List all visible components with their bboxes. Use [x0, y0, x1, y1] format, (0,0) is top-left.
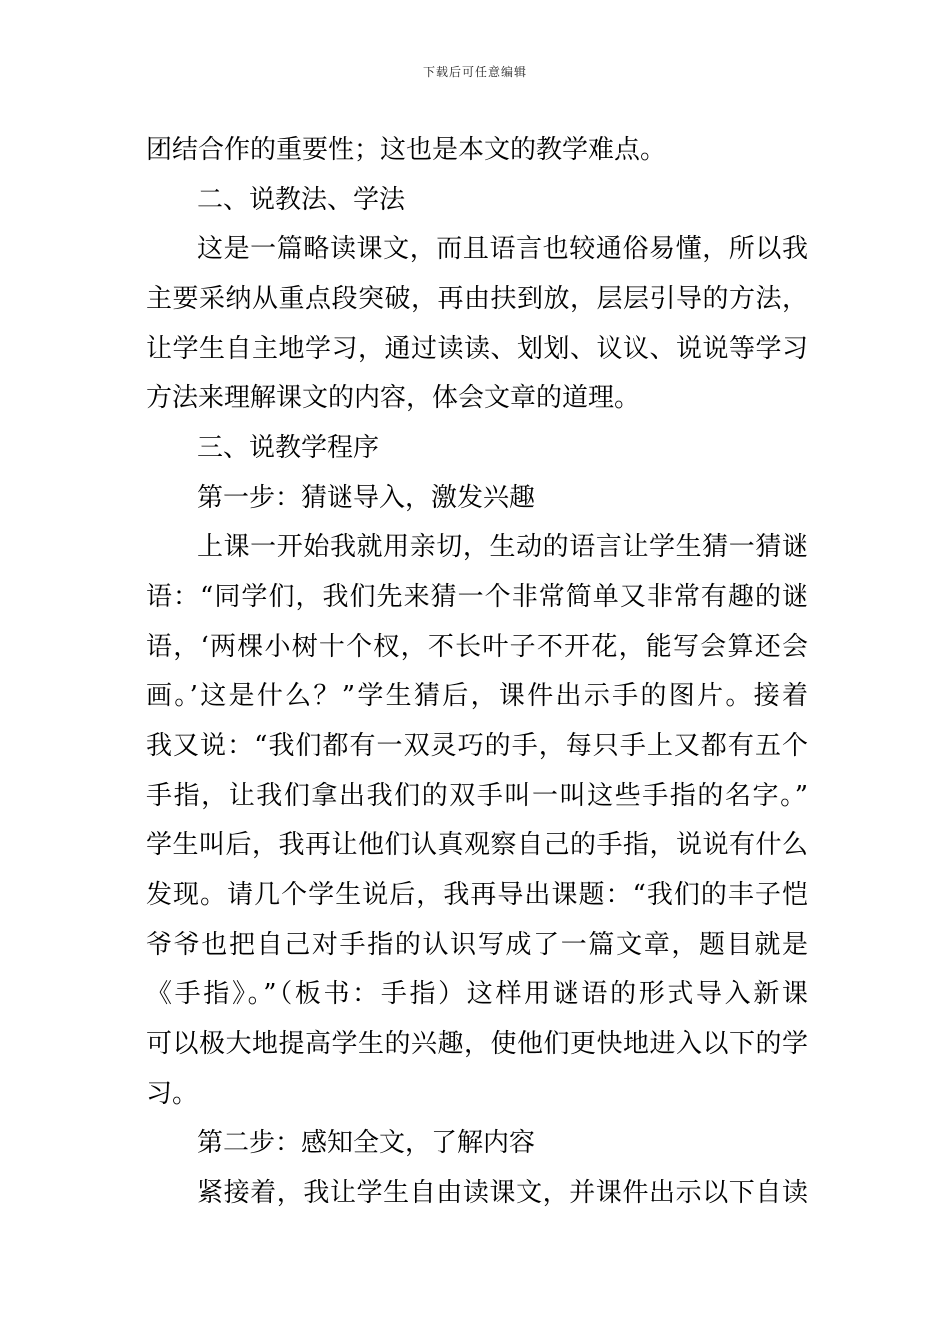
paragraph-line: 画。’这是什么？”学生猜后，课件出示手的图片。接着: [146, 681, 808, 711]
paragraph-line: 上课一开始我就用亲切，生动的语言让学生猜一猜谜: [197, 532, 808, 562]
paragraph-line: 这是一篇略读课文，而且语言也较通俗易懂，所以我: [197, 234, 808, 264]
paragraph-line: 语：“同学们，我们先来猜一个非常简单又非常有趣的谜: [146, 582, 808, 612]
paragraph-line: 语，‘两棵小树十个杈，不长叶子不开花，能写会算还会: [146, 632, 808, 662]
paragraph-line: 学生叫后，我再让他们认真观察自己的手指，说说有什么: [146, 830, 808, 860]
paragraph-line: 方法来理解课文的内容，体会文章的道理。: [146, 383, 641, 413]
section-heading: 二、说教法、学法: [197, 185, 406, 215]
paragraph-line: 团结合作的重要性；这也是本文的教学难点。: [146, 135, 667, 165]
step-heading: 第二步：感知全文，了解内容: [197, 1128, 536, 1158]
paragraph-line: 爷爷也把自己对手指的认识写成了一篇文章，题目就是: [146, 930, 808, 960]
paragraph-line: 让学生自主地学习，通过读读、划划、议议、说说等学习: [146, 334, 808, 364]
paragraph-line: 发现。请几个学生说后，我再导出课题：“我们的丰子恺: [146, 880, 808, 910]
paragraph-line: 紧接着，我让学生自由读课文，并课件出示以下自读: [197, 1178, 808, 1208]
paragraph-line: 手指，让我们拿出我们的双手叫一叫这些手指的名字。”: [146, 781, 808, 811]
paragraph-line: 《手指》。”（板书：手指）这样用谜语的形式导入新课: [146, 979, 808, 1009]
paragraph-line: 主要采纳从重点段突破，再由扶到放，层层引导的方法，: [146, 284, 808, 314]
paragraph-line: 我又说：“我们都有一双灵巧的手，每只手上又都有五个: [146, 731, 808, 761]
paragraph-line: 可以极大地提高学生的兴趣，使他们更快地进入以下的学: [146, 1029, 808, 1059]
step-heading: 第一步：猜谜导入，激发兴趣: [197, 483, 536, 513]
paragraph-line: 习。: [146, 1079, 199, 1109]
page-header: 下载后可任意编辑: [422, 65, 527, 79]
section-heading: 三、说教学程序: [197, 433, 380, 463]
